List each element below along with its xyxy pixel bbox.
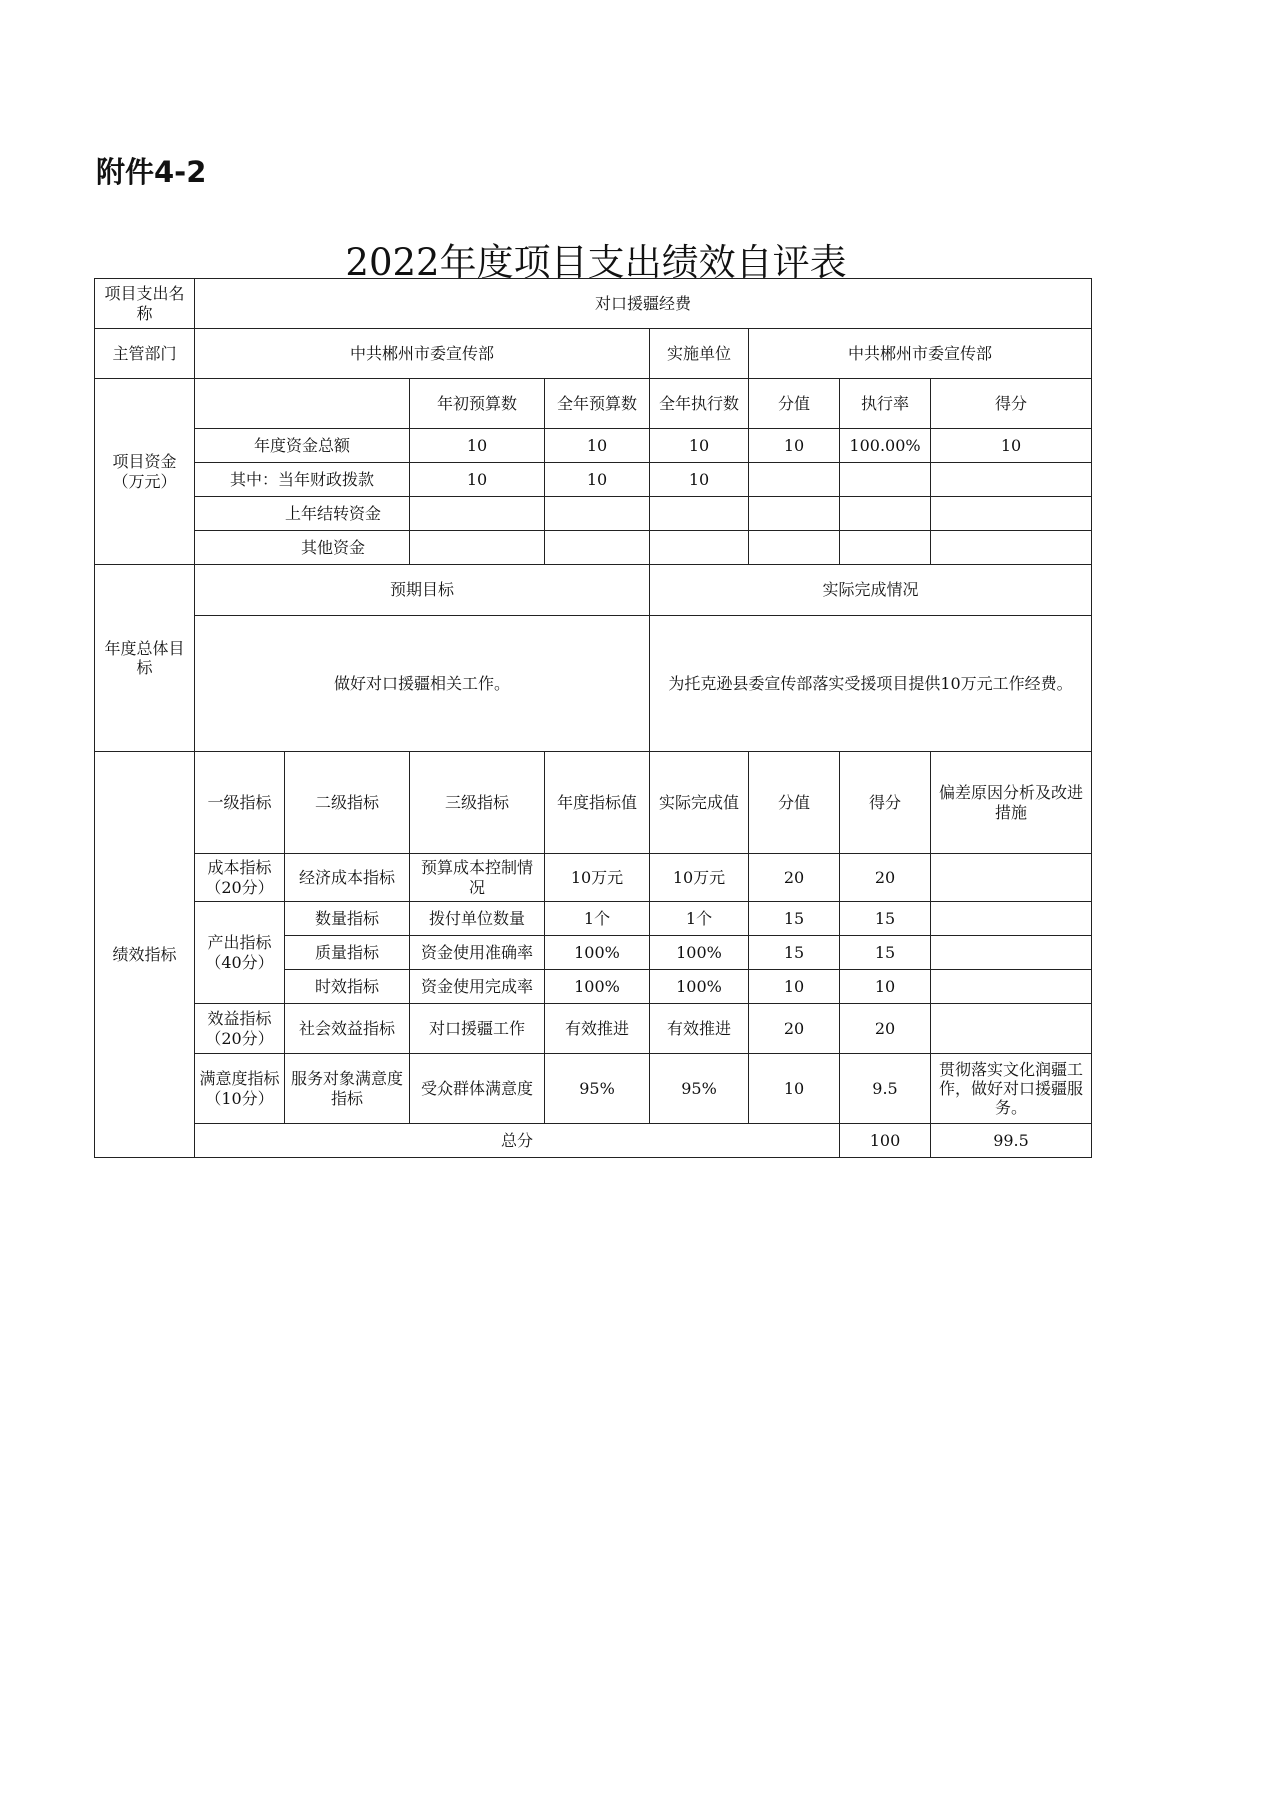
perf-target: 100%	[545, 970, 650, 1004]
perf-header: 一级指标	[195, 752, 285, 854]
perf-target: 1个	[545, 902, 650, 936]
funds-cell	[545, 531, 650, 565]
perf-score: 15	[840, 936, 931, 970]
perf-weight: 20	[749, 1004, 840, 1054]
perf-actual: 10万元	[650, 854, 749, 902]
funds-cell	[749, 531, 840, 565]
funds-cell: 10	[410, 463, 545, 497]
perf-header: 偏差原因分析及改进措施	[931, 752, 1092, 854]
funds-cell	[410, 497, 545, 531]
perf-header: 三级指标	[410, 752, 545, 854]
funds-cell	[749, 497, 840, 531]
funds-cell: 10	[650, 429, 749, 463]
perf-label: 绩效指标	[95, 752, 195, 1158]
perf-score: 9.5	[840, 1054, 931, 1124]
page-title: 2022年度项目支出绩效自评表	[345, 241, 847, 284]
perf-l2: 数量指标	[285, 902, 410, 936]
actual-completion-header: 实际完成情况	[650, 565, 1092, 616]
perf-target: 100%	[545, 936, 650, 970]
perf-note	[931, 1004, 1092, 1054]
perf-header: 实际完成值	[650, 752, 749, 854]
perf-group-cost: 成本指标（20分）	[195, 854, 285, 902]
funds-row-label: 其他资金	[195, 531, 410, 565]
funds-header-executed: 全年执行数	[650, 379, 749, 429]
total-score: 99.5	[931, 1124, 1092, 1158]
funds-header-score: 得分	[931, 379, 1092, 429]
perf-row	[95, 1054, 1092, 1124]
funds-row-label: 其中：当年财政拨款	[195, 463, 410, 497]
perf-weight: 15	[749, 902, 840, 936]
funds-row	[95, 497, 1092, 531]
perf-l2: 服务对象满意度指标	[285, 1054, 410, 1124]
perf-actual: 1个	[650, 902, 749, 936]
perf-l3: 资金使用完成率	[410, 970, 545, 1004]
perf-header-row	[95, 752, 1092, 854]
perf-l3: 对口援疆工作	[410, 1004, 545, 1054]
perf-l2: 时效指标	[285, 970, 410, 1004]
perf-row	[95, 854, 1092, 902]
total-label: 总分	[195, 1124, 840, 1158]
project-row	[95, 279, 1092, 329]
goals-label: 年度总体目标	[95, 565, 195, 752]
funds-cell	[931, 531, 1092, 565]
perf-note	[931, 902, 1092, 936]
perf-weight: 15	[749, 936, 840, 970]
total-weight: 100	[840, 1124, 931, 1158]
perf-score: 20	[840, 1004, 931, 1054]
funds-cell	[840, 463, 931, 497]
perf-actual: 100%	[650, 970, 749, 1004]
funds-cell	[650, 497, 749, 531]
perf-l3: 拨付单位数量	[410, 902, 545, 936]
funds-header-annual: 全年预算数	[545, 379, 650, 429]
total-row	[95, 1124, 1092, 1158]
funds-header-initial: 年初预算数	[410, 379, 545, 429]
perf-weight: 10	[749, 1054, 840, 1124]
funds-row-label: 年度资金总额	[195, 429, 410, 463]
funds-cell: 10	[410, 429, 545, 463]
perf-header: 二级指标	[285, 752, 410, 854]
perf-actual: 100%	[650, 936, 749, 970]
perf-l3: 受众群体满意度	[410, 1054, 545, 1124]
perf-actual: 有效推进	[650, 1004, 749, 1054]
goals-header-row	[95, 565, 1092, 616]
project-name-value: 对口援疆经费	[195, 279, 1092, 329]
perf-note	[931, 936, 1092, 970]
goals-content-row	[95, 616, 1092, 752]
perf-row	[95, 1004, 1092, 1054]
funds-header-row	[95, 379, 1092, 429]
perf-score: 10	[840, 970, 931, 1004]
perf-score: 20	[840, 854, 931, 902]
perf-l3: 资金使用准确率	[410, 936, 545, 970]
perf-note	[931, 970, 1092, 1004]
attachment-label: 附件4-2	[96, 155, 207, 189]
funds-cell: 10	[545, 429, 650, 463]
funds-cell	[650, 531, 749, 565]
dept-row	[95, 329, 1092, 379]
perf-target: 有效推进	[545, 1004, 650, 1054]
funds-cell	[410, 531, 545, 565]
funds-header-weight: 分值	[749, 379, 840, 429]
perf-header: 年度指标值	[545, 752, 650, 854]
dept-value: 中共郴州市委宣传部	[195, 329, 650, 379]
funds-cell	[931, 463, 1092, 497]
project-name-label: 项目支出名称	[95, 279, 195, 329]
perf-l2: 质量指标	[285, 936, 410, 970]
dept-label: 主管部门	[95, 329, 195, 379]
funds-cell	[749, 463, 840, 497]
funds-cell: 10	[650, 463, 749, 497]
funds-row-label: 上年结转资金	[195, 497, 410, 531]
funds-cell: 100.00%	[840, 429, 931, 463]
funds-row	[95, 463, 1092, 497]
perf-weight: 20	[749, 854, 840, 902]
impl-value: 中共郴州市委宣传部	[749, 329, 1092, 379]
perf-header: 分值	[749, 752, 840, 854]
funds-row	[95, 531, 1092, 565]
funds-cell	[840, 531, 931, 565]
funds-cell	[931, 497, 1092, 531]
perf-target: 95%	[545, 1054, 650, 1124]
perf-group-benefit: 效益指标（20分）	[195, 1004, 285, 1054]
perf-row	[95, 902, 1092, 936]
expected-goal-text: 做好对口援疆相关工作。	[195, 616, 650, 752]
funds-cell	[840, 497, 931, 531]
perf-group-satisfaction: 满意度指标（10分）	[195, 1054, 285, 1124]
perf-l2: 经济成本指标	[285, 854, 410, 902]
perf-target: 10万元	[545, 854, 650, 902]
funds-header-blank	[195, 379, 410, 429]
perf-weight: 10	[749, 970, 840, 1004]
funds-label: 项目资金（万元）	[95, 379, 195, 565]
actual-completion-text: 为托克逊县委宣传部落实受援项目提供10万元工作经费。	[650, 616, 1092, 752]
funds-row	[95, 429, 1092, 463]
perf-note: 贯彻落实文化润疆工作，做好对口援疆服务。	[931, 1054, 1092, 1124]
perf-l2: 社会效益指标	[285, 1004, 410, 1054]
evaluation-table	[94, 278, 1092, 1158]
perf-l3: 预算成本控制情况	[410, 854, 545, 902]
funds-cell: 10	[545, 463, 650, 497]
funds-cell	[545, 497, 650, 531]
funds-cell: 10	[931, 429, 1092, 463]
perf-group-output: 产出指标（40分）	[195, 902, 285, 1004]
expected-goal-header: 预期目标	[195, 565, 650, 616]
funds-header-rate: 执行率	[840, 379, 931, 429]
perf-actual: 95%	[650, 1054, 749, 1124]
perf-note	[931, 854, 1092, 902]
perf-header: 得分	[840, 752, 931, 854]
funds-cell: 10	[749, 429, 840, 463]
impl-label: 实施单位	[650, 329, 749, 379]
perf-score: 15	[840, 902, 931, 936]
